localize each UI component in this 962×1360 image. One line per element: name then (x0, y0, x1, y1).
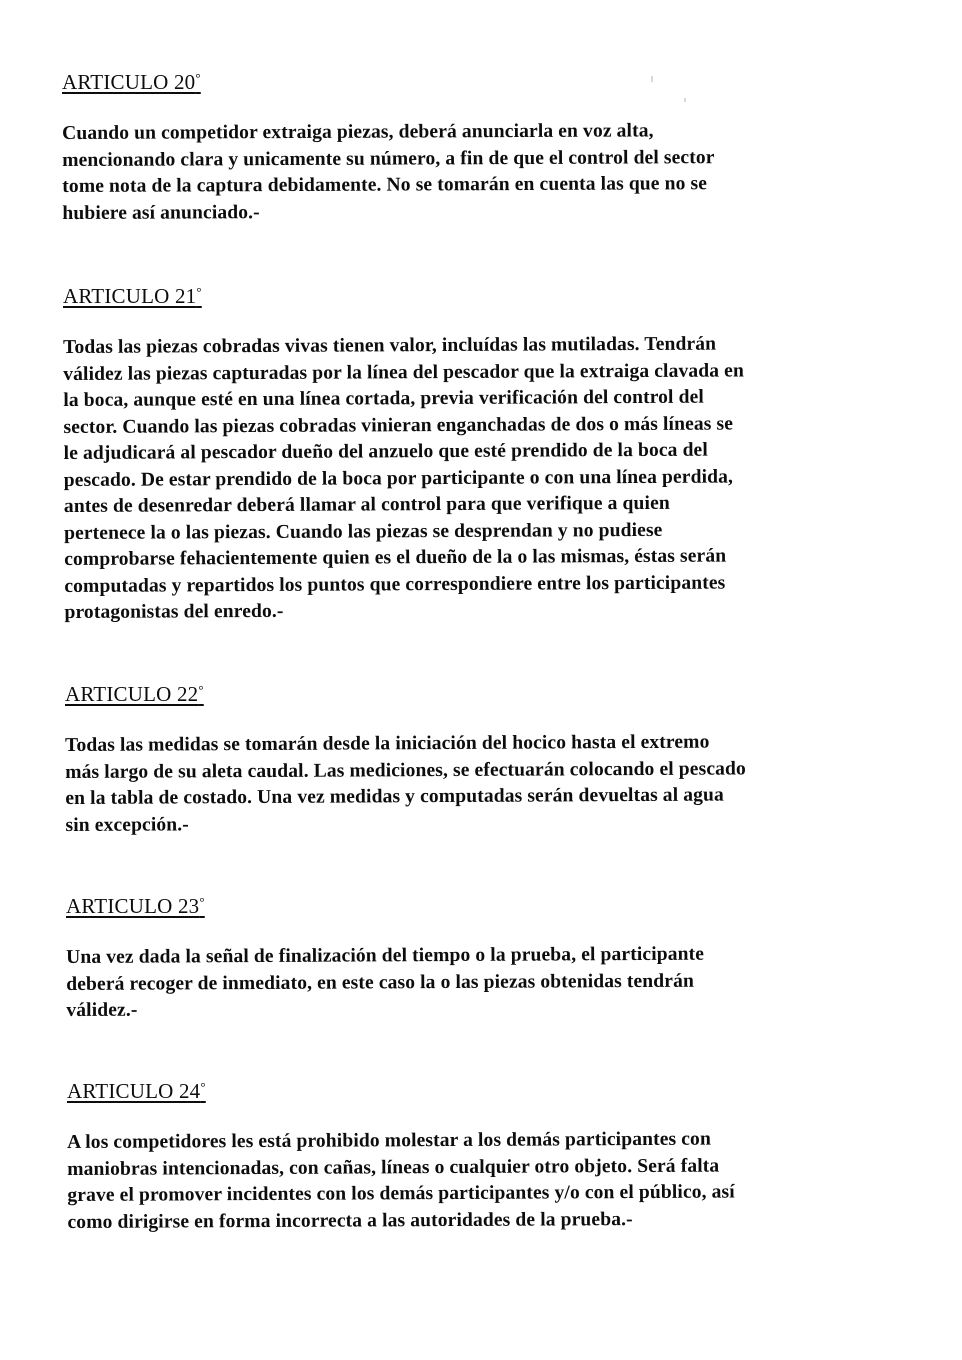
body-line: Todas las medidas se tomarán desde la iniciación del hocico hasta el extremo (65, 731, 710, 756)
article-body (63, 331, 865, 627)
article-heading (67, 1079, 867, 1104)
body-line: Cuando un competidor extraiga piezas, deberá anunciarla en voz alta, (62, 120, 654, 144)
article-22 (65, 682, 865, 839)
body-line: computadas y repartidos los puntos que correspondiere entre los participantes (64, 572, 726, 597)
article-heading-text: ARTICULO 20 (62, 70, 196, 94)
article-heading-text: ARTICULO 23 (66, 894, 200, 918)
body-line: Una vez dada la señal de finalización del tiempo o la prueba, el participante (66, 943, 705, 968)
body-line: mencionando clara y unicamente su número, a fin de que el control del sector (62, 146, 715, 171)
body-line: válidez las piezas capturadas por la línea del pescador que la extraiga clavada en (63, 359, 744, 385)
body-line: protagonistas del enredo.- (64, 600, 284, 623)
degree-symbol: ° (198, 682, 204, 697)
body-line: maniobras intencionadas, con cañas, líneas o cualquier otro objeto. Será falta (67, 1155, 720, 1180)
article-heading-text: ARTICULO 21 (63, 284, 197, 308)
body-line: sector. Cuando las piezas cobradas vinieran enganchadas de dos o más líneas se (63, 412, 734, 438)
degree-symbol: ° (195, 70, 201, 85)
article-heading (62, 70, 862, 95)
scan-artifact (651, 76, 653, 82)
body-line: comprobarse fehacientemente quien es el dueño de la o las mismas, éstas serán (64, 545, 727, 570)
degree-symbol: ° (199, 894, 205, 909)
body-line: válidez.- (66, 999, 138, 1021)
body-line: grave el promover incidentes con los demás participantes y/o con el público, así (67, 1181, 735, 1206)
article-body (62, 118, 862, 227)
body-line: pescado. De estar prendido de la boca por participante o con una línea perdida, (63, 465, 734, 491)
degree-symbol: ° (200, 1079, 206, 1094)
article-body (67, 1126, 868, 1236)
body-line: como dirigirse en forma incorrecta a las autoridades de la prueba.- (67, 1208, 633, 1233)
scan-artifact (684, 98, 686, 102)
body-line: deberá recoger de inmediato, en este caso la o las piezas obtenidas tendrán (66, 970, 695, 995)
body-line: Todas las piezas cobradas vivas tienen valor, incluídas las mutiladas. Tendrán (63, 333, 717, 358)
article-heading-text: ARTICULO 22 (65, 682, 199, 706)
article-heading (65, 682, 865, 707)
body-line: hubiere así anunciado.- (62, 201, 260, 224)
article-20 (62, 70, 862, 227)
degree-symbol: ° (196, 284, 202, 299)
body-line: le adjudicará al pescador dueño del anzuelo que esté prendido de la boca del (63, 439, 708, 464)
body-line: la boca, aunque esté en una línea cortada, previa verificación del control del (63, 386, 704, 411)
article-body (66, 941, 866, 1025)
body-line: A los competidores les está prohibido molestar a los demás participantes con (67, 1128, 711, 1153)
article-23 (66, 894, 866, 1025)
article-heading (63, 284, 863, 309)
article-heading-text: ARTICULO 24 (67, 1079, 201, 1103)
body-line: antes de desenredar deberá llamar al control para que verifique a quien (63, 492, 670, 517)
article-heading (66, 894, 866, 919)
article-body (65, 729, 866, 839)
body-line: en la tabla de costado. Una vez medidas y computadas serán devueltas al agua (65, 784, 724, 809)
body-line: tome nota de la captura debidamente. No se tomarán en cuenta las que no se (62, 173, 708, 197)
body-line: pertenece la o las piezas. Cuando las piezas se desprendan y no pudiese (63, 519, 663, 544)
body-line: sin excepción.- (65, 813, 189, 836)
article-24 (67, 1079, 867, 1236)
article-21 (63, 284, 863, 627)
body-line: más largo de su aleta caudal. Las mediciones, se efectuarán colocando el pescado (65, 757, 746, 783)
